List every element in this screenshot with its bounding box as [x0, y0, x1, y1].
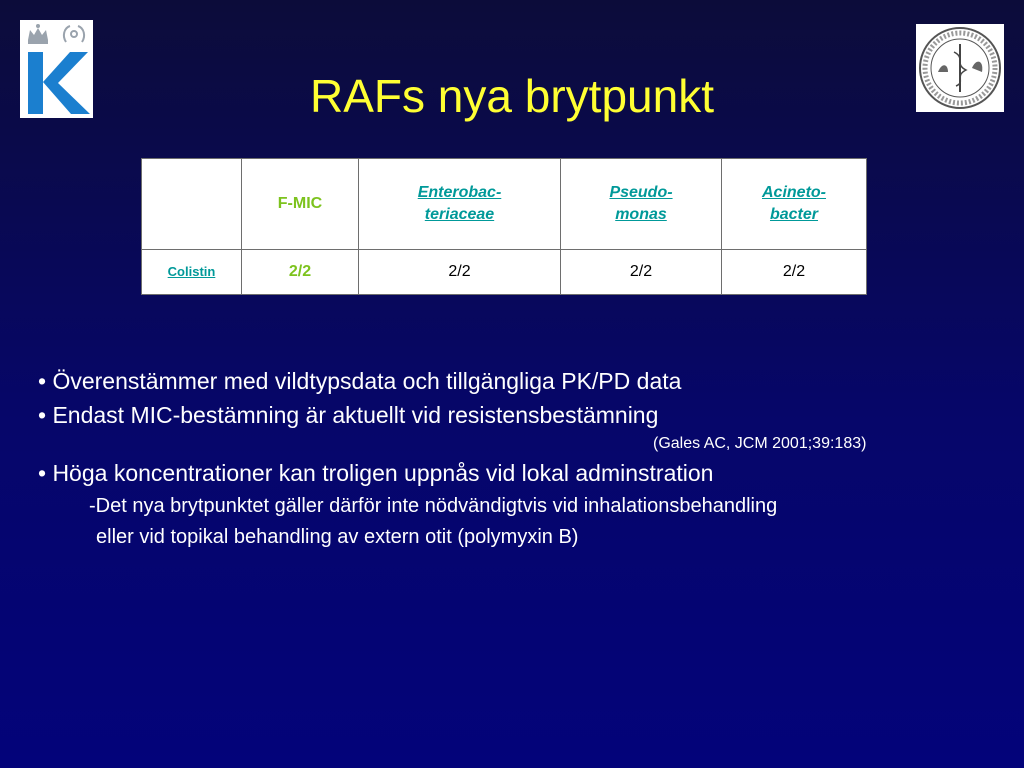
table-header-fmic: F-MIC — [242, 159, 359, 250]
table-cell-acinetobacter: 2/2 — [722, 250, 867, 295]
citation: (Gales AC, JCM 2001;39:183) — [653, 435, 867, 452]
colistin-link[interactable]: Colistin — [167, 264, 216, 279]
table-header-empty — [142, 159, 242, 250]
sub-item-1: -Det nya brytpunktet gäller därför inte nödvändigtvis vid inhalationsbehandling — [89, 495, 778, 517]
bullet-item-3: • Höga koncentrationer kan troligen uppnås vid lokal adminstration — [38, 460, 714, 486]
table-cell-drug[interactable] — [142, 250, 242, 295]
breakpoint-table — [141, 158, 867, 295]
bullet-item-2: • Endast MIC-bestämning är aktuellt vid resistensbestämning — [38, 402, 659, 428]
acinetobacter-link[interactable]: Acineto- bacter — [762, 184, 826, 223]
table-cell-fmic: 2/2 — [242, 250, 359, 295]
table-header-acinetobacter[interactable] — [722, 159, 867, 250]
table-row — [142, 250, 867, 295]
bullet-item-1: • Överenstämmer med vildtypsdata och tillgängliga PK/PD data — [38, 368, 682, 394]
pseudomonas-link[interactable]: Pseudo- monas — [609, 184, 673, 223]
sub-item-2: eller vid topikal behandling av extern otit (polymyxin B) — [96, 526, 579, 548]
table-cell-pseudomonas: 2/2 — [561, 250, 722, 295]
enterobacteriaceae-link[interactable]: Enterobac- teriaceae — [417, 184, 502, 223]
table-header-row — [142, 159, 867, 250]
table-cell-enterobacteriaceae: 2/2 — [359, 250, 561, 295]
slide-title: RAFs nya brytpunkt — [310, 70, 714, 122]
table-header-enterobacteriaceae[interactable] — [359, 159, 561, 250]
table-header-pseudomonas[interactable] — [561, 159, 722, 250]
